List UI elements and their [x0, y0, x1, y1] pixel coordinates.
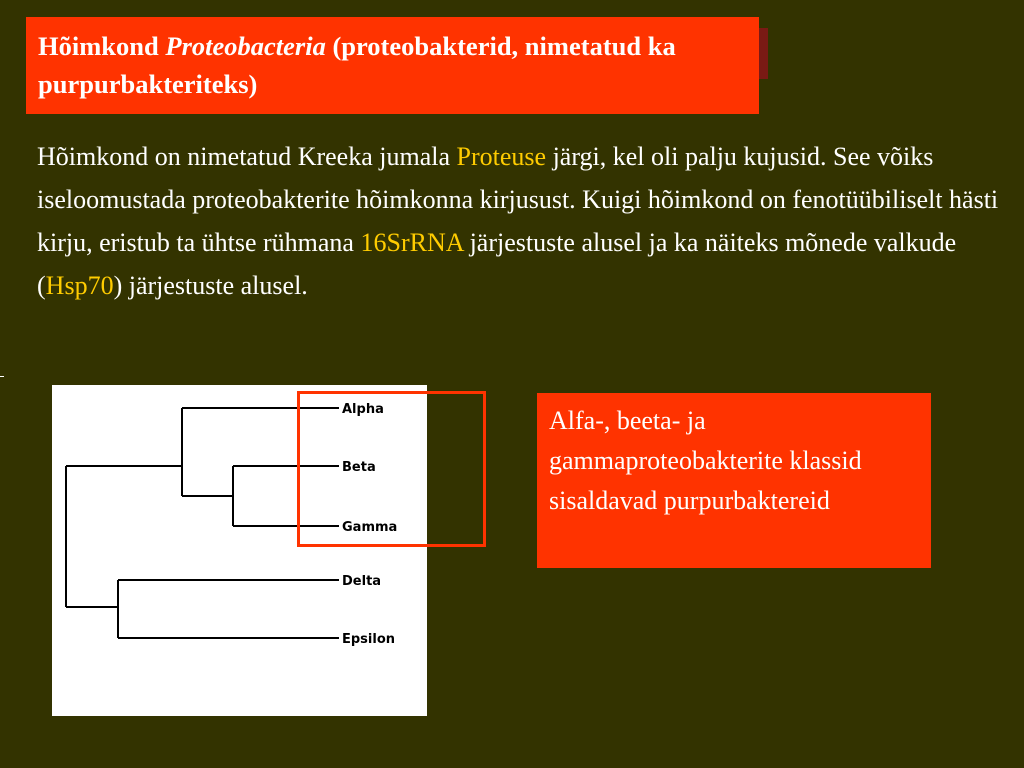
body-paragraph [37, 135, 1007, 307]
title-suffix: (proteobakterid, nimetatud ka purpurbakteriteks) [38, 31, 676, 99]
highlight-16srrna: 16SrRNA [360, 228, 464, 257]
tree-label-alpha: Alpha [342, 402, 384, 417]
purple-bacteria-highlight [297, 391, 486, 547]
body-part-1: Hõimkond on nimetatud Kreeka jumala [37, 142, 457, 171]
body-part-2: järgi, kel oli palju kujusid. See võiks iseloomustada proteobakterite hõimkonna kirjusust. Kuigi hõimkond on fenotüübiliselt hästi kirju, eristub ta ühtse rühmana [37, 142, 999, 257]
title-prefix: Hõimkond [38, 31, 166, 61]
stray-dash [0, 376, 4, 377]
note-box [537, 393, 931, 568]
tree-label-epsilon: Epsilon [342, 632, 396, 647]
tree-label-beta: Beta [342, 460, 376, 475]
note-text: Alfa-, beeta- ja gammaproteobakterite klassid sisaldavad purpurbaktereid [549, 406, 862, 515]
tree-label-delta: Delta [342, 574, 382, 589]
title-taxon: Proteobacteria [165, 31, 326, 61]
highlight-hsp70: Hsp70 [45, 271, 114, 300]
slide-title [26, 17, 759, 114]
body-part-4: ) järjestuste alusel. [113, 271, 308, 300]
tree-label-gamma: Gamma [342, 520, 398, 535]
highlight-proteus: Proteuse [456, 142, 547, 171]
body-part-3: järjestuste alusel ja ka näiteks mõnede valkude ( [37, 228, 957, 300]
